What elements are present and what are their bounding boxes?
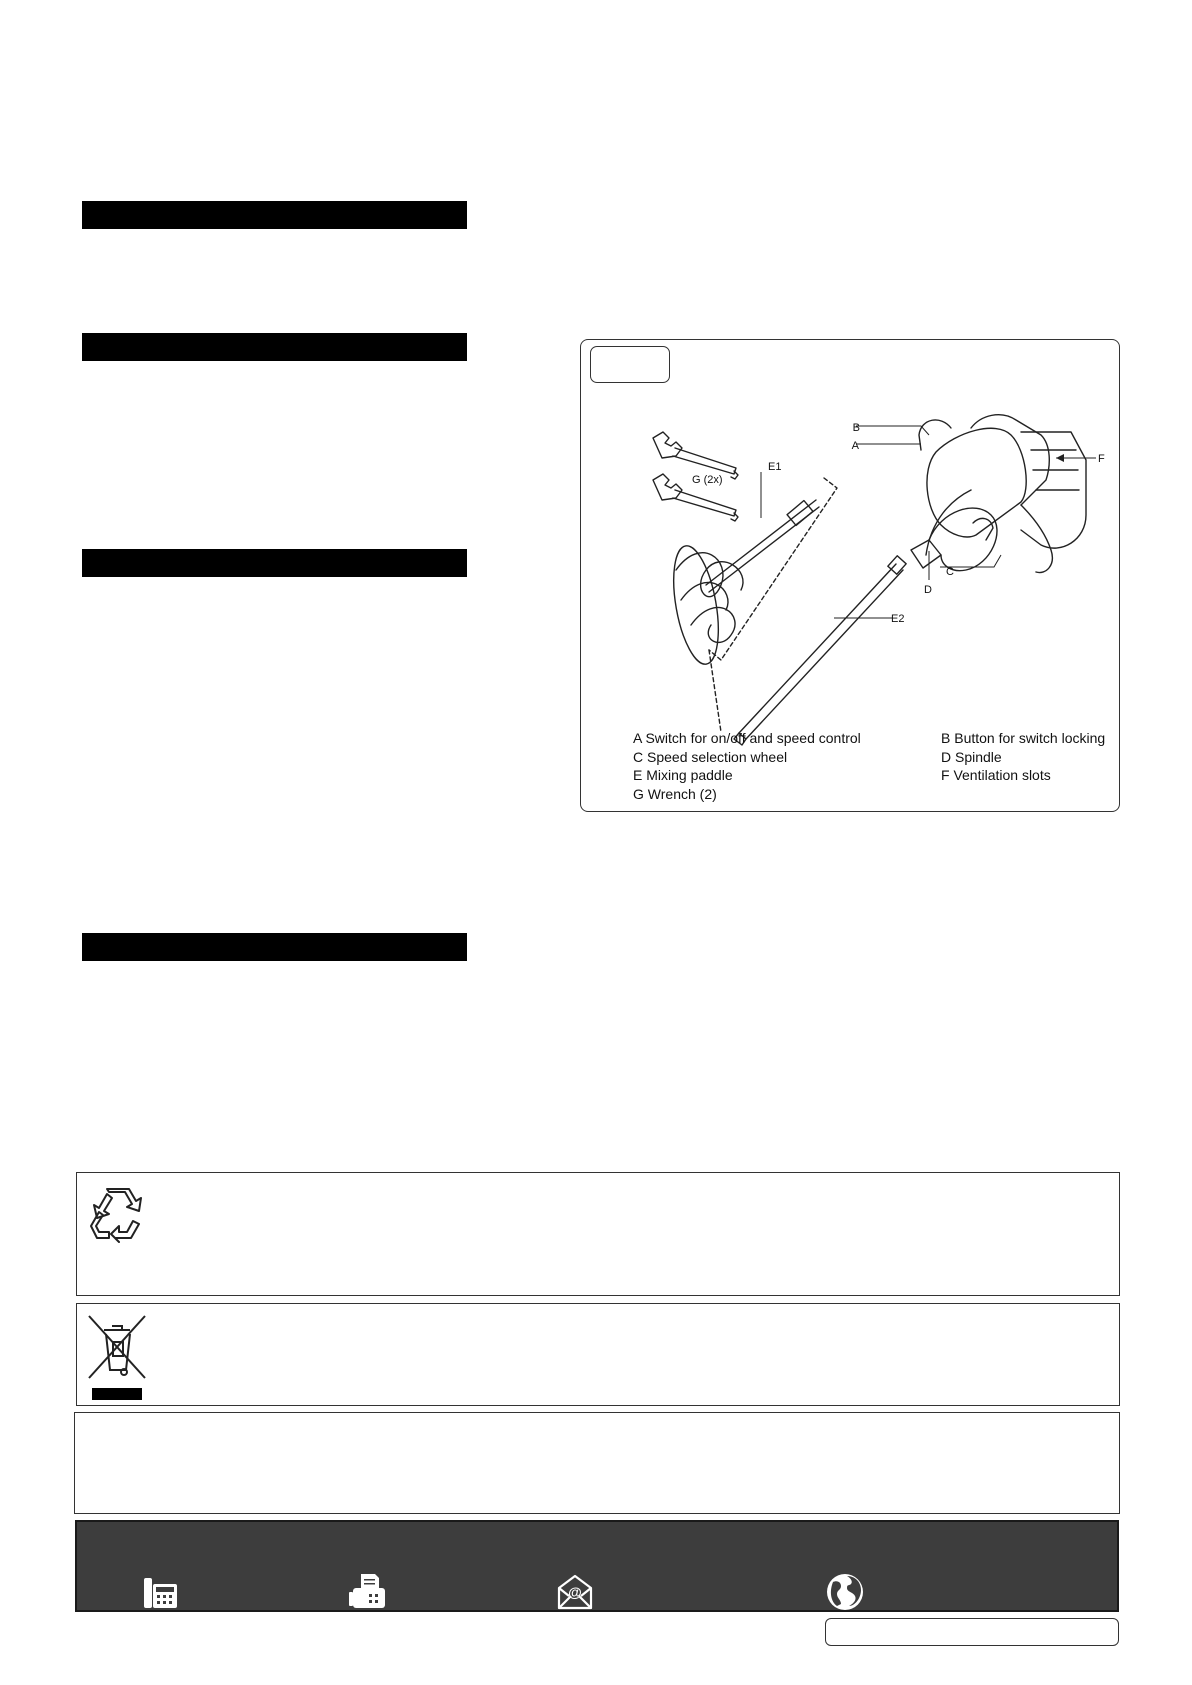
section-heading-bar-4 bbox=[82, 933, 467, 961]
recycle-icon bbox=[87, 1184, 149, 1246]
parts-figure bbox=[580, 339, 1120, 812]
email-icon bbox=[555, 1572, 595, 1612]
extension-shaft-illustration bbox=[734, 556, 906, 745]
callout-a: A bbox=[851, 440, 859, 452]
telephone-icon bbox=[140, 1572, 180, 1612]
crossed-out-wheelie-bin-icon bbox=[87, 1312, 147, 1402]
parts-legend-left bbox=[633, 729, 861, 803]
weee-notice-box bbox=[76, 1303, 1120, 1406]
svg-text:@: @ bbox=[568, 1584, 582, 1600]
legend-item: B Button for switch locking bbox=[941, 730, 1106, 746]
contact-bar bbox=[75, 1520, 1119, 1612]
footer-tag bbox=[825, 1618, 1119, 1646]
callout-b: B bbox=[852, 422, 860, 434]
recycling-notice-box bbox=[76, 1172, 1120, 1296]
legend-item: D Spindle bbox=[941, 748, 1002, 765]
section-heading-bar-2 bbox=[82, 333, 467, 361]
callout-f: F bbox=[1098, 453, 1105, 465]
callout-g: G (2x) bbox=[692, 474, 723, 486]
legend-item: F Ventilation slots bbox=[941, 767, 1051, 783]
fax-icon bbox=[347, 1572, 387, 1612]
legend-item: G Wrench (2) bbox=[633, 785, 717, 802]
mixer-body-illustration bbox=[911, 415, 1086, 573]
mixing-paddle-illustration bbox=[666, 500, 819, 668]
callout-d: D bbox=[924, 584, 932, 596]
parts-legend-right bbox=[941, 729, 1105, 785]
callout-e1: E1 bbox=[768, 461, 782, 473]
callout-e2: E2 bbox=[891, 613, 905, 625]
callout-c: C bbox=[946, 566, 954, 578]
globe-icon bbox=[825, 1572, 865, 1612]
legend-item: C Speed selection wheel bbox=[633, 748, 788, 765]
legend-item: E Mixing paddle bbox=[633, 767, 733, 783]
information-box bbox=[74, 1412, 1120, 1514]
section-heading-bar-1 bbox=[82, 201, 467, 229]
section-heading-bar-3 bbox=[82, 549, 467, 577]
legend-item: A Switch for on/off and speed control bbox=[633, 730, 861, 746]
wrench-illustration-1 bbox=[653, 432, 738, 479]
